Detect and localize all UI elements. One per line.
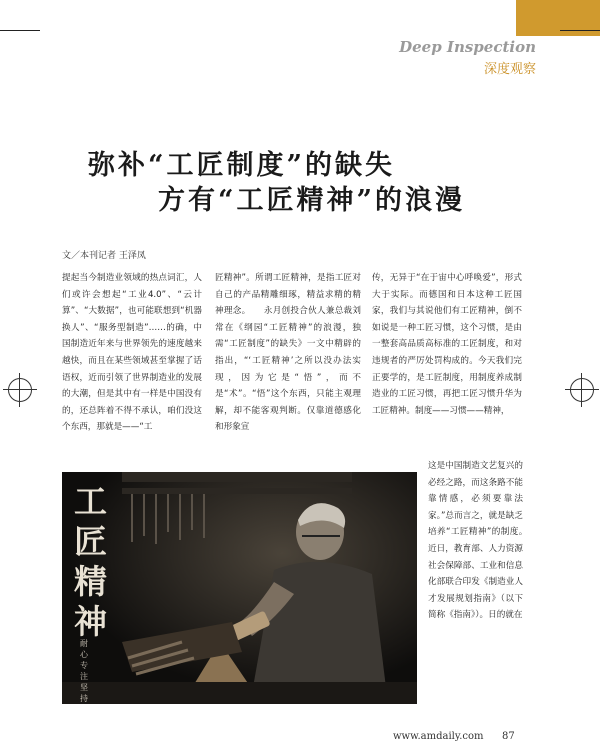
section-label-en: Deep Inspection [399, 38, 536, 56]
article-column-3: 传，无异于“在于宙中心呼唤爱”，形式大于实际。而德国和日本这种工匠国家，我们与其说他们有工匠精神，倒不如说是一种工匠习惯，这个习惯，是由一整套高品质高标准的工匠制度，和对违规者的严厉处罚构成的。今天我们完正要学的，是工匠制度，用制度养成制造业的工匠习惯，再把工匠习惯升华为工匠精神。制度——习惯——精神， [372, 273, 522, 416]
footer-website: www.amdaily.com [393, 731, 484, 742]
craftsman-photo-illustration [62, 472, 417, 704]
craftsman-photo [62, 472, 417, 704]
section-label-zh: 深度观察 [483, 62, 536, 77]
article-column-3-continued: 这是中国制造文艺复兴的必经之路，而这条路不能靠情感，必须要靠法家。”总而言之，就是缺乏培养“工匠精神”的制度。 近日，教育部、人力资源社会保障部、工业和信息化部联合印发《制造业人才发展规划指南》（以下简称《指南》）。日的就在 [428, 461, 541, 621]
page-number: 87 [502, 731, 515, 742]
photo-subtitle: 耐心专注坚持 [80, 639, 88, 703]
byline: 文／本刊记者 王泽凤 [62, 251, 146, 261]
crop-mark-left [0, 30, 40, 31]
crop-mark-right [560, 30, 600, 31]
registration-mark-right [570, 378, 594, 402]
headline-line-2: 方有“工匠精神”的浪漫 [158, 185, 466, 216]
article-column-2: 匠精神”。所谓工匠精神，是指工匠对自己的产品精雕细琢，精益求精的精神理念。 永月创投合伙人兼总裁刘常在《纲园“工匠精神”的浪漫，独需“工匠制度”的缺失》一文中精辟的指出，“‘工匠精神’之所以没办法实现，因为它是“悟”，而不是“术”。“悟”这个东西，只能主观理解，却不能客观判断。仅靠道德感化和形象宣 [215, 273, 361, 433]
registration-mark-left [8, 378, 32, 402]
photo-title-calligraphy: 工匠精神 [74, 482, 107, 641]
headline-line-1: 弥补“工匠制度”的缺失 [88, 150, 396, 181]
article-column-1: 提起当今制造业领域的热点词汇，人们或许会想起“工业4.0”、“云计算”、“大数据”，也可能联想到“机器换人”、“服务型制造”……的确，中国制造近年来与世界领先的速度越来越快，而且在某些领域甚至掌握了话语权，近而引领了世界制造业的发展的大潮，但是其中有一样是中国没有的，还总阵着不得不承认，咱们没这个东西，那就是——“工 [62, 273, 202, 433]
